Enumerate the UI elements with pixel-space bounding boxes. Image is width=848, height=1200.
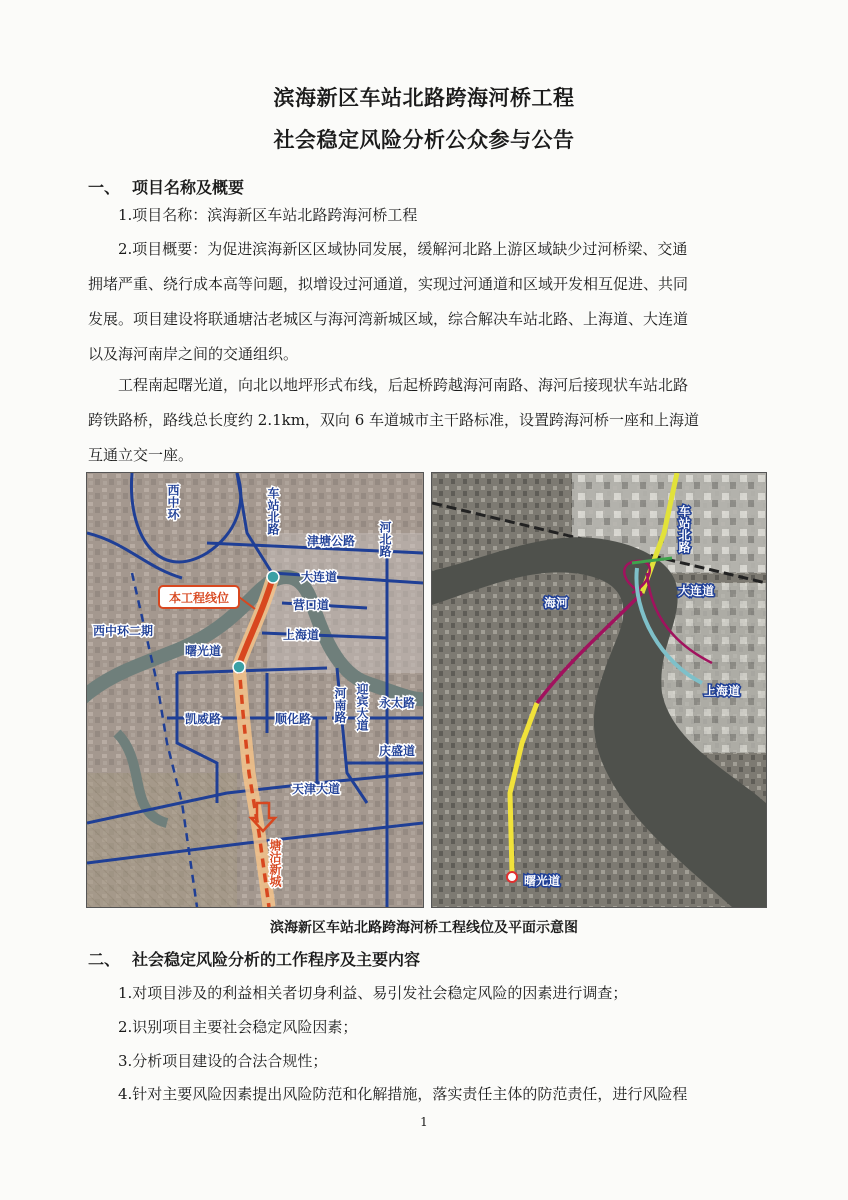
route-node-south (233, 661, 245, 673)
doc-title-line2: 社会稳定风险分析公众参与公告 (273, 128, 575, 152)
para3-line: 互通立交一座。 (88, 446, 194, 464)
item2-line: 发展。项目建设将联通塘沽老城区与海河湾新城区域，综合解决车站北路、上海道、大连道 (88, 310, 689, 328)
label-qingshengdao: 庆盛道 (379, 744, 416, 758)
section1-title: 项目名称及概要 (132, 178, 245, 197)
section1-number: 一、 (88, 178, 121, 197)
figure-caption: 滨海新区车站北路跨海河桥工程线位及平面示意图 (270, 920, 578, 936)
label-tanggu-xincheng: 塘沽新城 (268, 839, 282, 887)
doc-title-line1: 滨海新区车站北路跨海河桥工程 (273, 86, 575, 110)
label-r-chezhanbeilu: 车站北路 (677, 505, 691, 553)
label-daliandao: 大连道 (301, 570, 338, 584)
label-r-shanghaidao: 上海道 (704, 684, 741, 698)
label-shuguangdao: 曙光道 (185, 644, 222, 658)
label-r-shuguangdao: 曙光道 (524, 874, 561, 888)
left-map-svg (87, 473, 423, 907)
label-yongtailu: 永太路 (379, 696, 416, 710)
item2-line: 以及海河南岸之间的交通组织。 (88, 345, 299, 363)
label-r-daliandao: 大连道 (678, 584, 715, 598)
route-callout-label: 本工程线位 (168, 591, 230, 605)
label-shanghaidao: 上海道 (283, 628, 320, 642)
section2-title: 社会稳定风险分析的工作程序及主要内容 (132, 950, 421, 969)
label-xizhonghuan: 西中环 (144, 484, 180, 498)
para3-line: 跨铁路桥，路线总长度约 2.1km，双向 6 车道城市主干路标准，设置跨海河桥一座和上海道 (88, 411, 700, 429)
section1-para3 (88, 368, 770, 473)
route-endpoint-south (507, 872, 517, 882)
section2-item-1: 1.对项目涉及的利益相关者切身利益、易引发社会稳定风险的因素进行调查； (118, 984, 628, 1002)
page-number: 1 (420, 1115, 428, 1129)
label-chezhanbeilu: 车站北路 (266, 487, 280, 535)
para3-line: 工程南起曙光道，向北以地坪形式布线，后起桥跨越海河南路、海河后接现状车站北路 (118, 376, 689, 394)
label-kaiweilu: 凯威路 (185, 712, 222, 726)
section2-heading (88, 947, 420, 970)
label-jintanggonglu: 津塘公路 (307, 534, 356, 548)
label-tianjindadao: 天津大道 (292, 782, 341, 796)
right-map-svg (432, 473, 766, 907)
label-shunhualu: 顺化路 (275, 712, 312, 726)
label-hennanlu: 河南路 (333, 687, 347, 723)
right-satellite-map (431, 472, 767, 908)
section2-item-3: 3.分析项目建设的合法合规性； (118, 1052, 328, 1070)
left-route-map (86, 472, 424, 908)
item2-line: 拥堵严重、绕行成本高等问题，拟增设过河通道，实现过河通道和区域开发相互促进、共同 (88, 275, 689, 293)
section2-item-4: 4.针对主要风险因素提出风险防范和化解措施，落实责任主体的防范责任，进行风险程 (118, 1085, 688, 1103)
label-r-haihe: 海河 (544, 596, 569, 610)
section1-item1: 1.项目名称：滨海新区车站北路跨海河桥工程 (118, 206, 418, 224)
section2-number: 二、 (88, 950, 121, 969)
label-yingkoudao: 营口道 (293, 598, 330, 612)
label-xizhonghuan2: 西中环二期 (93, 624, 154, 638)
section1-item2 (88, 232, 770, 372)
section2-item-2: 2.识别项目主要社会稳定风险因素； (118, 1018, 358, 1036)
label-hebeilu: 河北路 (378, 521, 392, 557)
section1-heading (88, 175, 244, 198)
route-node-north (267, 571, 279, 583)
label-yingbindadao: 迎宾大道 (355, 683, 369, 731)
item2-line: 2.项目概要：为促进滨海新区区域协同发展，缓解河北路上游区域缺少过河桥梁、交通 (118, 240, 688, 258)
